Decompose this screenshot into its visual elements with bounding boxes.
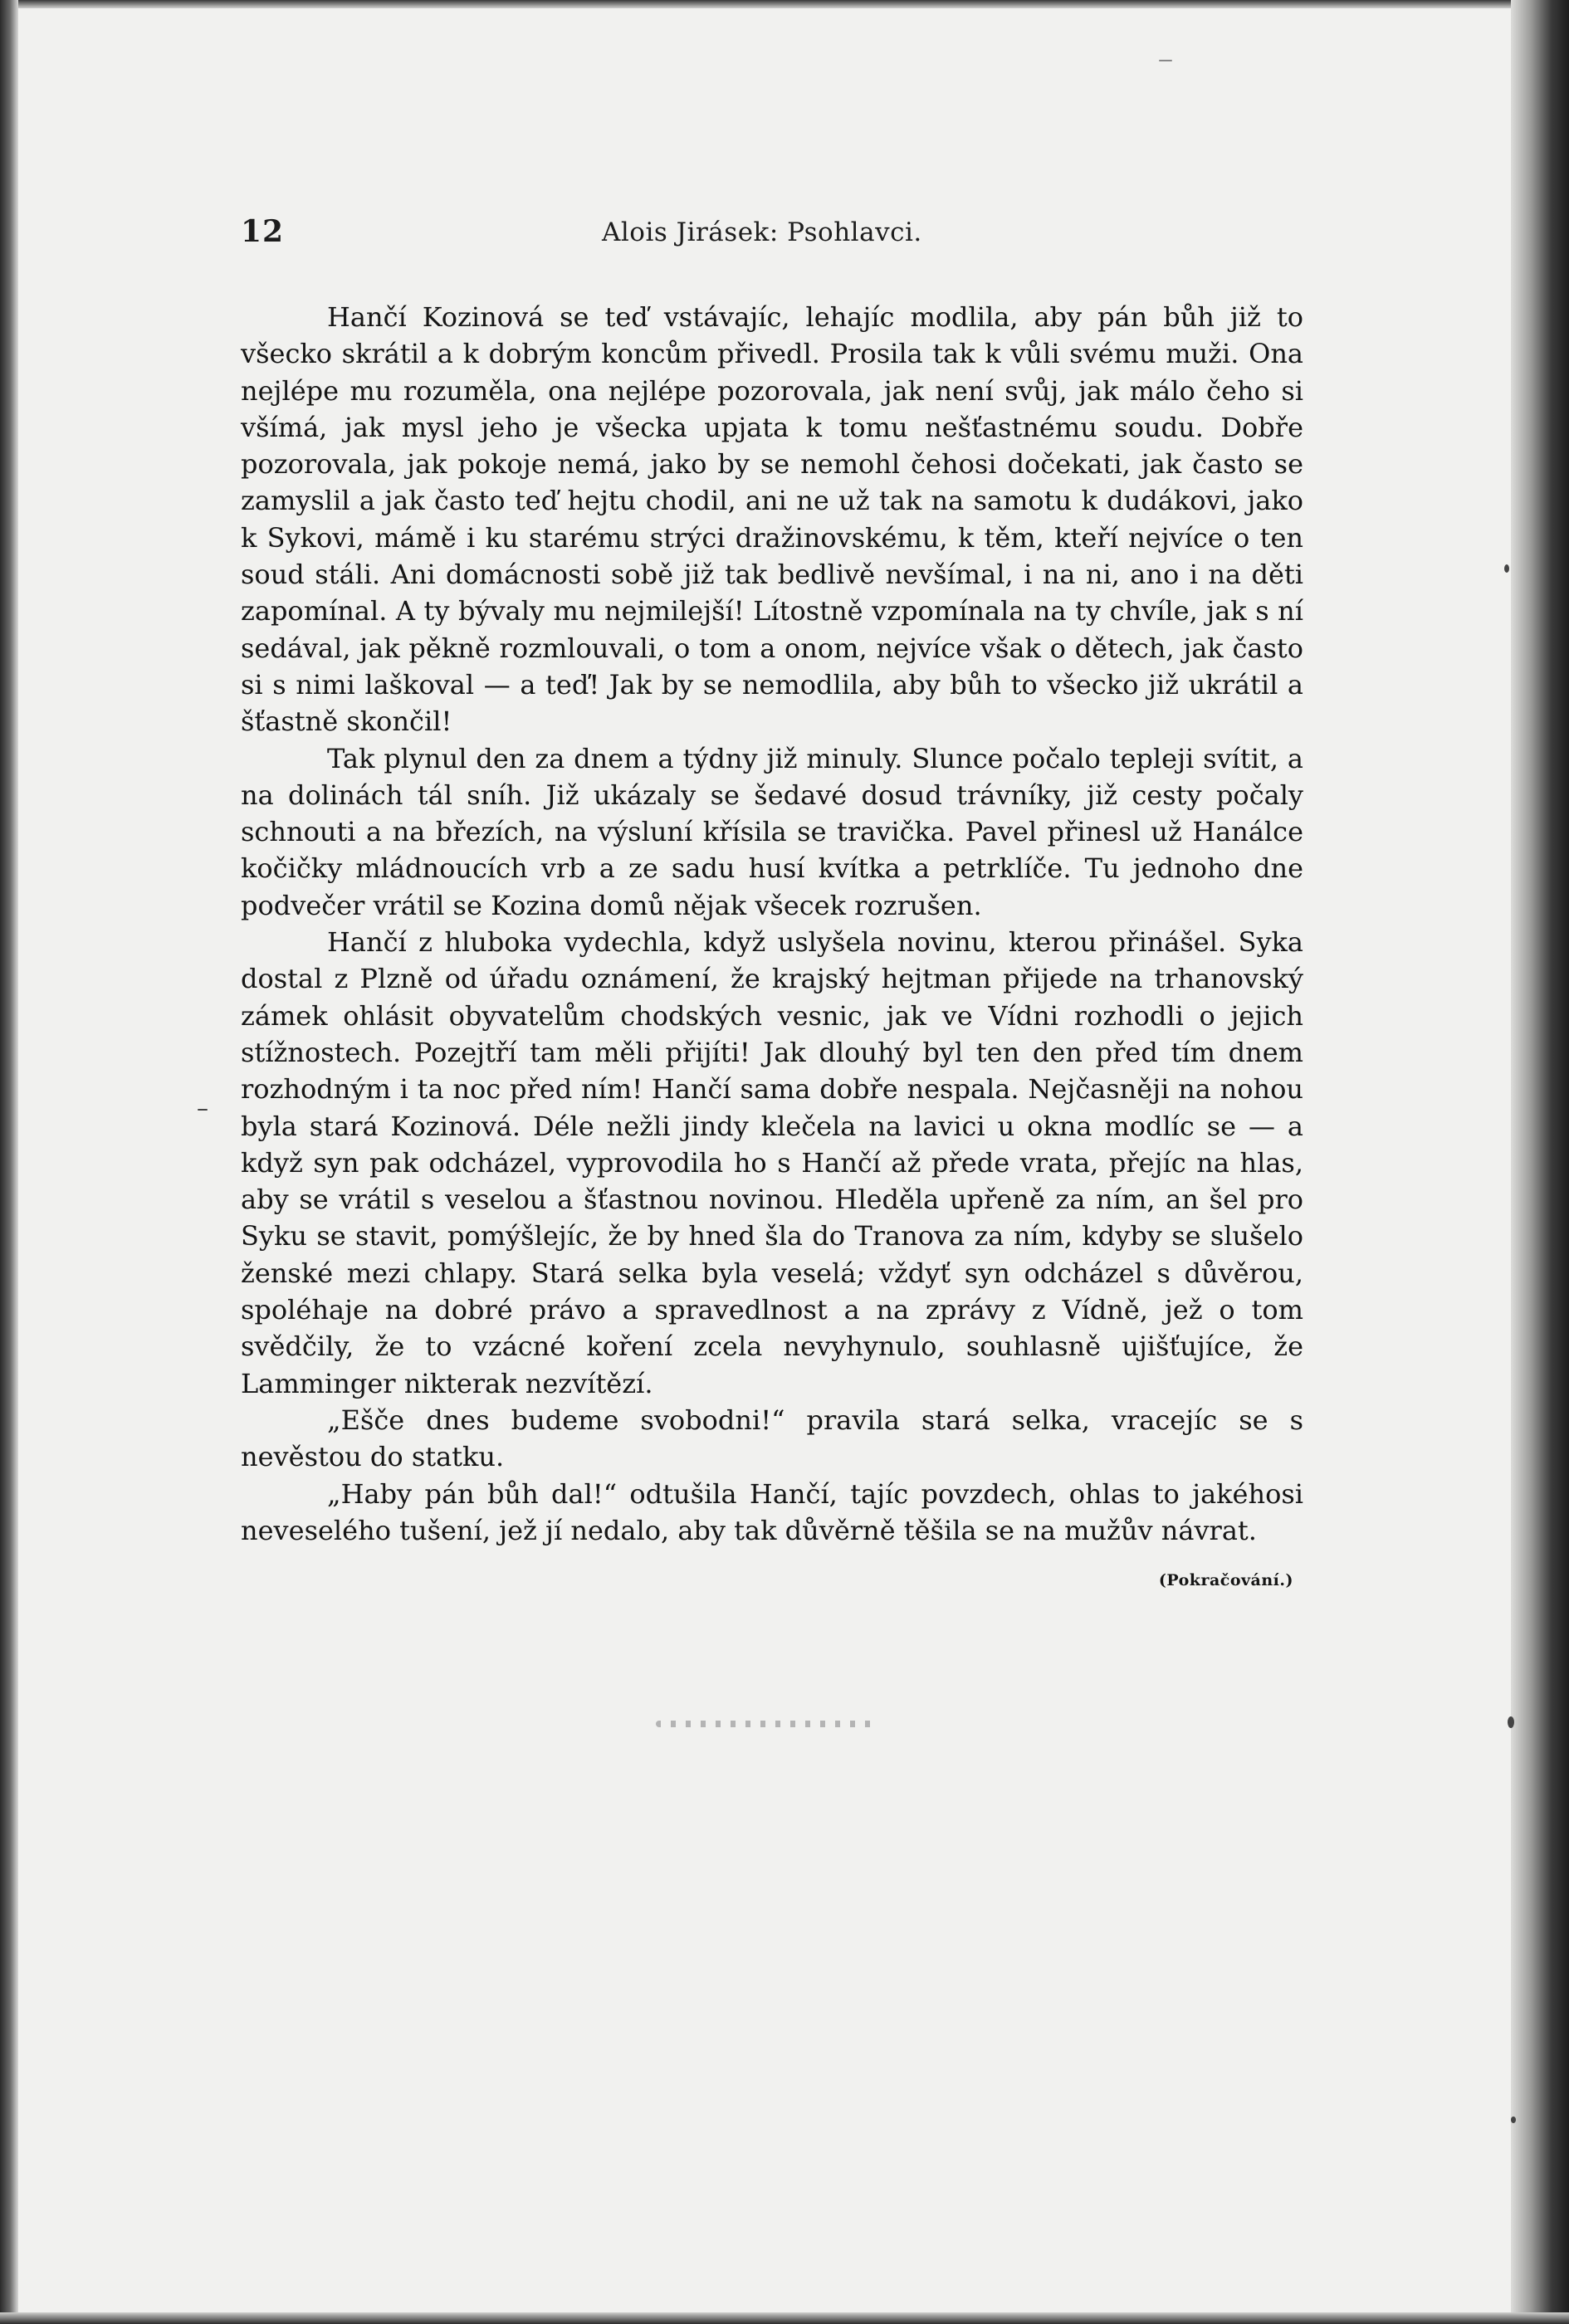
running-title: Alois Jirásek: Psohlavci. xyxy=(602,217,922,247)
page-number: 12 xyxy=(241,214,285,249)
scan-speck xyxy=(1504,564,1509,573)
paragraph: Tak plynul den za dnem a týdny již minuly. Slunce počalo tepleji svítit, a na dolinách tál sníh. Již ukázaly se šedavé dosud trávníky, již cesty počaly schnouti a na březích, na výsluní křísila se travička. Pavel přinesl už Hanálce kočičky mládnoucích vrb a ze sadu husí kvítka a petrklíče. Tu jednoho dne podvečer vrátil se Kozina domů nějak všecek rozrušen. xyxy=(241,742,1303,921)
page-edge-right xyxy=(1511,0,1569,2324)
scan-speck xyxy=(1511,2116,1516,2123)
paragraph-last xyxy=(241,1476,1303,1590)
page-edge-left xyxy=(0,0,18,2324)
paragraph-last-text: „Haby pán bůh dal!“ odtušila Hančí, tajíc povzdech, ohlas to jakéhosi neveselého tušení, jež jí nedalo, aby tak důvěrně těšila se na mužův návrat. xyxy=(241,1477,1303,1546)
scan-speck xyxy=(1508,1716,1514,1728)
scan-speck xyxy=(198,1109,208,1111)
scan-speck xyxy=(1159,60,1172,61)
running-head xyxy=(241,214,1312,264)
continued-note: (Pokračování.) xyxy=(1158,1571,1293,1590)
paragraph: Hančí z hluboka vydechla, když uslyšela novinu, kterou přinášel. Syka dostal z Plzně od úřadu oznámení, že krajský hejtman přijede na trhanovský zámek ohlásit obyvatelům chodských vesnic, jak ve Vídni rozhodli o jejich stížnostech. Pozejtří tam měli přijíti! Jak dlouhý byl ten den před tím dnem rozhodným i ta noc před ním! Hančí sama dobře nespala. Nejčasněji na nohou byla stará Kozinová. Déle nežli jindy klečela na lavici u okna modlíc se — a když syn pak odcházel, vyprovodila ho s Hančí až přede vrata, přejíc na hlas, aby se vrátil s veselou a šťastnou novinou. Hleděla upřeně za ním, an šel pro Syku se stavit, pomýšlejíc, že by hned šla do Tranova za ním, kdyby se slušelo ženské mezi chlapy. Stará selka byla veselá; vždyť syn odcházel s důvěrou, spoléhaje na dobré právo a spravedlnost a na zprávy z Vídně, jež o tom svědčily, že to vzácné koření zcela nevyhynulo, souhlasně ujišťujíce, že Lamminger nikterak nezvítězí. xyxy=(241,926,1303,1399)
paragraph: Hančí Kozinová se teď vstávajíc, lehajíc modlila, aby pán bůh již to všecko skrátil a k dobrým koncům přivedl. Prosila tak k vůli svému muži. Ona nejlépe mu rozuměla, ona nejlépe pozorovala, jak není svůj, jak málo čeho si všímá, jak mysl jeho je všecka upjata k tomu nešťastnému soudu. Dobře pozorovala, jak pokoje nemá, jako by se nemohl čehosi dočekati, jak často se zamyslil a jak často teď hejtu chodil, ani ne už tak na samotu k dudákovi, jako k Sykovi, mámě i ku starému strýci dražinovskému, k těm, kteří nejvíce o ten soud stáli. Ani domácnosti sobě již tak bedlivě nevšímal, i na ni, ano i na děti zapomínal. A ty bývaly mu nejmilejší! Lítostně vzpomínala na ty chvíle, jak s ní sedával, jak pěkně rozmlouvali, o tom a onom, nejvíce však o dětech, jak často si s nimi laškoval — a teď! Jak by se nemodlila, aby bůh to všecko již ukrátil a šťastně skončil! xyxy=(241,301,1303,738)
page-edge-top xyxy=(0,0,1569,8)
ornament-divider xyxy=(656,1721,880,1727)
body-text xyxy=(241,299,1303,1599)
page-edge-bottom xyxy=(0,2312,1569,2324)
paragraph: „Ešče dnes budeme svobodni!“ pravila stará selka, vracejíc se s nevěstou do statku. xyxy=(241,1404,1303,1473)
